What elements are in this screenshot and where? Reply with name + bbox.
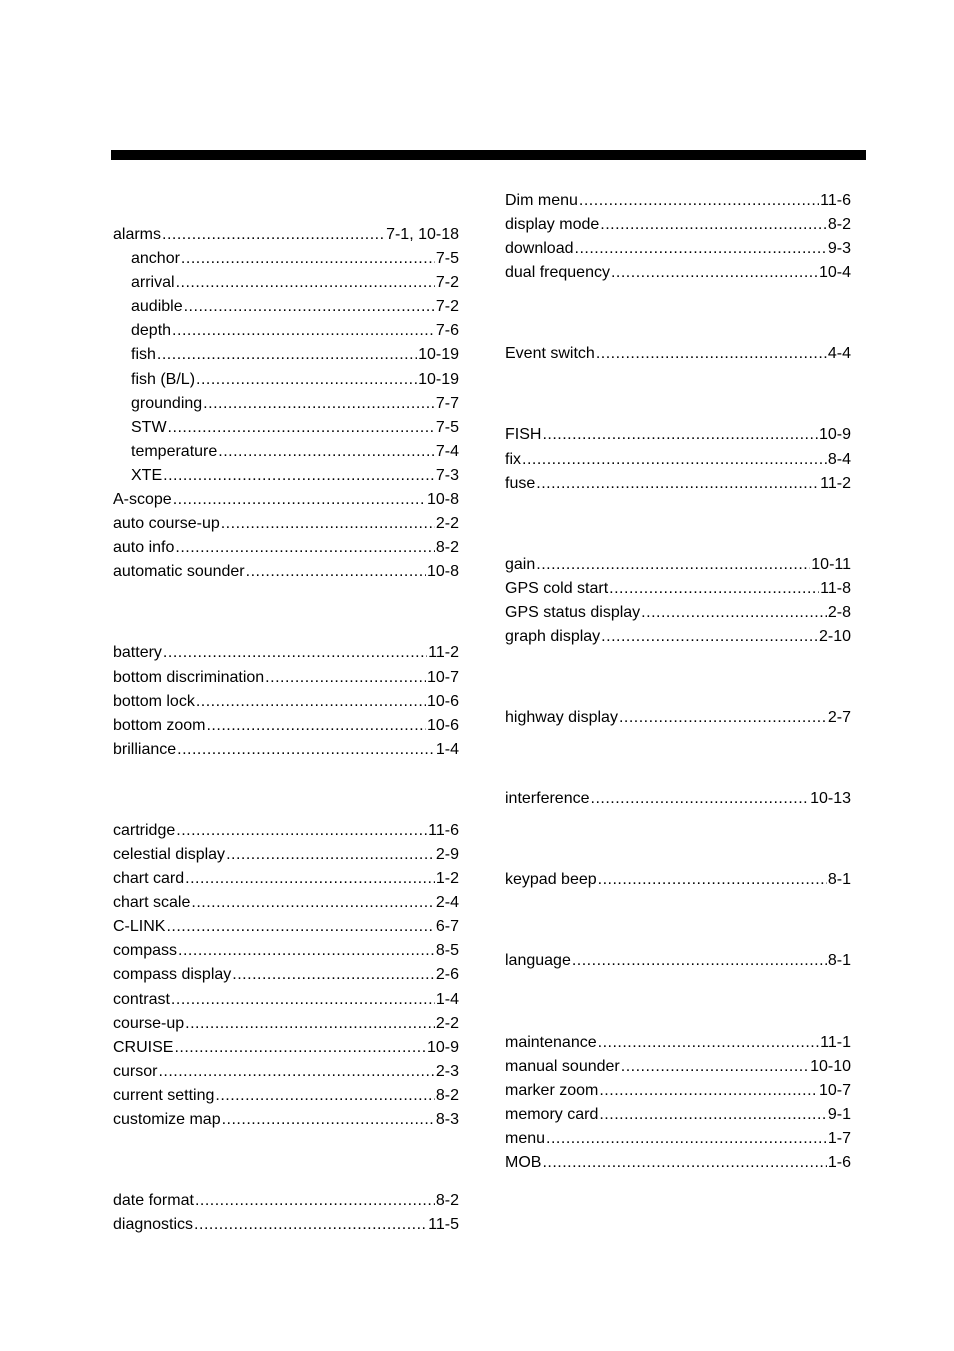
- index-page-ref: 2-3: [435, 1062, 459, 1080]
- index-term: interference: [505, 790, 590, 808]
- index-page-ref: 8-2: [827, 216, 851, 234]
- index-page-ref: 4-4: [827, 345, 851, 363]
- index-page-ref: 10-10: [810, 1057, 851, 1075]
- index-page-ref: 2-2: [435, 515, 459, 533]
- index-entry: [113, 490, 459, 514]
- index-entry: [505, 789, 851, 813]
- dot-leader: [598, 1033, 820, 1053]
- index-group: [505, 951, 851, 975]
- index-entry: [113, 893, 459, 917]
- index-term: gain: [505, 555, 536, 573]
- index-entry: [505, 1033, 851, 1057]
- index-entry: [113, 869, 459, 893]
- index-entry: [113, 643, 459, 667]
- dot-leader: [191, 893, 435, 913]
- index-term: GPS status display: [505, 603, 641, 621]
- index-page-ref: 2-10: [818, 628, 851, 646]
- index-term: fish (B/L): [131, 370, 196, 388]
- dot-leader: [226, 845, 435, 865]
- index-page-ref: 2-2: [435, 1014, 459, 1032]
- index-entry: [505, 474, 851, 498]
- dot-leader: [163, 643, 427, 663]
- index-subentry: [113, 370, 459, 394]
- dot-leader: [195, 1191, 435, 1211]
- dot-leader: [196, 692, 426, 712]
- dot-leader: [591, 789, 810, 809]
- dot-leader: [196, 370, 417, 390]
- index-page-ref: 10-8: [426, 563, 459, 581]
- index-term: battery: [113, 644, 162, 662]
- index-term: contrast: [113, 990, 170, 1008]
- index-entry: [505, 870, 851, 894]
- index-term: bottom lock: [113, 692, 195, 710]
- index-entry: [505, 579, 851, 603]
- index-term: language: [505, 952, 571, 970]
- index-page-ref: 11-6: [820, 192, 851, 209]
- index-term: alarms: [113, 226, 162, 243]
- dot-leader: [163, 466, 435, 486]
- index-group: [505, 191, 851, 287]
- index-term: arrival: [131, 274, 175, 292]
- index-term: fish: [131, 346, 156, 364]
- dot-leader: [158, 1062, 434, 1082]
- dot-leader: [265, 668, 426, 688]
- dot-leader: [177, 740, 435, 760]
- index-column-left: [113, 225, 459, 1239]
- index-entry: [505, 450, 851, 474]
- index-page-ref: 10-7: [818, 1081, 851, 1099]
- index-term: temperature: [131, 442, 218, 460]
- dot-leader: [157, 345, 417, 365]
- index-page-ref: 8-5: [435, 942, 459, 960]
- dot-leader: [174, 1038, 426, 1058]
- index-term: chart scale: [113, 894, 191, 912]
- dot-leader: [215, 1086, 434, 1106]
- index-entry: [113, 1191, 459, 1215]
- dot-leader: [206, 716, 425, 736]
- index-page-ref: 7-2: [435, 274, 459, 292]
- index-term: download: [505, 240, 574, 258]
- index-entry: [505, 344, 851, 368]
- index-term: date format: [113, 1192, 194, 1210]
- index-page-ref: 1-4: [435, 740, 459, 758]
- index-term: grounding: [131, 394, 203, 412]
- index-group: [113, 1191, 459, 1239]
- index-page-ref: 11-2: [820, 474, 851, 492]
- dot-leader: [546, 1129, 827, 1149]
- index-subentry: [113, 321, 459, 345]
- index-entry: [113, 740, 459, 764]
- index-page-ref: 7-5: [435, 418, 459, 436]
- index-entry: [113, 692, 459, 716]
- index-term: customize map: [113, 1111, 221, 1128]
- dot-leader: [185, 869, 435, 889]
- dot-leader: [221, 514, 435, 534]
- dot-leader: [536, 555, 810, 575]
- index-term: FISH: [505, 426, 542, 444]
- index-page-ref: 2-8: [827, 603, 851, 621]
- index-page-ref: 10-13: [810, 790, 851, 808]
- index-page-ref: 10-6: [426, 716, 459, 734]
- index-page-ref: 10-9: [818, 426, 851, 444]
- index-term: compass: [113, 942, 178, 960]
- index-term: diagnostics: [113, 1216, 194, 1234]
- index-term: automatic sounder: [113, 563, 245, 581]
- index-group: [505, 344, 851, 368]
- index-term: XTE: [131, 466, 163, 484]
- index-page-ref: 10-7: [426, 668, 459, 686]
- index-term: course-up: [113, 1014, 185, 1032]
- index-page-ref: 7-2: [435, 298, 459, 316]
- index-term: chart card: [113, 870, 185, 888]
- dot-leader: [572, 951, 827, 971]
- index-term: fuse: [505, 474, 536, 492]
- dot-leader: [222, 1110, 435, 1130]
- index-term: MOB: [505, 1153, 542, 1171]
- index-entry: [505, 1153, 851, 1177]
- index-page-ref: 11-6: [428, 821, 459, 839]
- dot-leader: [596, 344, 827, 364]
- index-page-ref: 7-7: [435, 394, 459, 412]
- index-page-ref: 11-2: [428, 644, 459, 662]
- dot-leader: [579, 191, 819, 211]
- index-term: anchor: [131, 250, 180, 268]
- index-term: CRUISE: [113, 1038, 174, 1056]
- dot-leader: [542, 425, 818, 445]
- index-term: A-scope: [113, 491, 172, 509]
- index-term: menu: [505, 1129, 546, 1147]
- index-page-ref: 8-1: [827, 952, 851, 970]
- index-page-ref: 6-7: [435, 918, 459, 936]
- index-entry: [505, 425, 851, 449]
- index-page-ref: 10-4: [818, 264, 851, 282]
- index-entry: [113, 1110, 459, 1134]
- index-page-ref: 10-6: [426, 692, 459, 710]
- index-entry: [113, 1086, 459, 1110]
- index-term: fix: [505, 450, 521, 468]
- dot-leader: [176, 273, 435, 293]
- dot-leader: [166, 917, 434, 937]
- index-entry: [113, 1038, 459, 1062]
- index-entry: [505, 1057, 851, 1081]
- dot-leader: [178, 941, 435, 961]
- index-page-ref: 10-8: [426, 491, 459, 509]
- dot-leader: [542, 1153, 826, 1173]
- index-entry: [113, 821, 459, 845]
- index-entry: [113, 1215, 459, 1239]
- dot-leader: [609, 579, 819, 599]
- index-page-ref: 8-2: [435, 1192, 459, 1210]
- index-term: display mode: [505, 216, 600, 234]
- index-term: cursor: [113, 1062, 158, 1080]
- dot-leader: [599, 1105, 827, 1125]
- index-term: bottom discrimination: [113, 668, 265, 686]
- dot-leader: [173, 490, 426, 510]
- index-group: [505, 555, 851, 651]
- index-term: auto course-up: [113, 515, 220, 533]
- dot-leader: [185, 1014, 435, 1034]
- dot-leader: [601, 627, 818, 647]
- index-page-ref: 10-19: [418, 370, 459, 388]
- index-group: [113, 225, 459, 586]
- index-term: keypad beep: [505, 871, 597, 889]
- index-term: bottom zoom: [113, 716, 206, 734]
- dot-leader: [168, 418, 435, 438]
- index-group: [113, 643, 459, 763]
- index-entry: [113, 990, 459, 1014]
- dot-leader: [184, 297, 435, 317]
- index-entry: [113, 668, 459, 692]
- dot-leader: [203, 394, 435, 414]
- index-page-ref: 7-5: [435, 250, 459, 268]
- index-entry: [505, 708, 851, 732]
- index-page-ref: 2-7: [827, 709, 851, 727]
- index-page-ref: 8-2: [435, 1086, 459, 1104]
- index-page-ref: 11-1: [820, 1033, 851, 1051]
- index-subentry: [113, 442, 459, 466]
- index-group: [505, 1033, 851, 1178]
- index-entry: [113, 1062, 459, 1086]
- index-term: GPS cold start: [505, 579, 609, 597]
- index-subentry: [113, 273, 459, 297]
- index-page-ref: 11-5: [428, 1216, 459, 1234]
- index-group: [505, 425, 851, 497]
- index-page-ref: 9-1: [827, 1105, 851, 1123]
- index-subentry: [113, 297, 459, 321]
- index-term: current setting: [113, 1086, 215, 1104]
- index-term: audible: [131, 298, 183, 316]
- index-entry: [505, 1129, 851, 1153]
- index-entry: [113, 917, 459, 941]
- index-entry: [113, 562, 459, 586]
- index-entry: [113, 941, 459, 965]
- index-subentry: [113, 418, 459, 442]
- index-entry: [505, 1105, 851, 1129]
- dot-leader: [522, 450, 827, 470]
- index-page-ref: 1-2: [435, 870, 459, 888]
- index-term: celestial display: [113, 845, 226, 863]
- dot-leader: [575, 239, 827, 259]
- index-page-ref: 1-6: [827, 1153, 851, 1171]
- index-entry: [505, 1081, 851, 1105]
- index-entry: [505, 239, 851, 263]
- index-subentry: [113, 394, 459, 418]
- index-page-ref: 7-6: [435, 322, 459, 340]
- index-group: [505, 870, 851, 894]
- index-term: cartridge: [113, 821, 176, 839]
- index-subentry: [113, 249, 459, 273]
- index-term: Dim menu: [505, 192, 578, 209]
- index-subentry: [113, 345, 459, 369]
- index-page-ref: 7-4: [435, 442, 459, 460]
- dot-leader: [175, 538, 434, 558]
- index-entry: [113, 965, 459, 989]
- index-page-ref: 8-1: [827, 871, 851, 889]
- index-entry: [505, 555, 851, 579]
- index-entry: [113, 716, 459, 740]
- index-entry: [113, 1014, 459, 1038]
- index-term: graph display: [505, 628, 601, 646]
- index-page-ref: 1-7: [827, 1129, 851, 1147]
- index-page-ref: 8-4: [827, 450, 851, 468]
- index-page-ref: 1-4: [435, 990, 459, 1008]
- index-term: Event switch: [505, 345, 595, 363]
- dot-leader: [176, 821, 427, 841]
- index-entry: [113, 514, 459, 538]
- dot-leader: [246, 562, 426, 582]
- index-term: compass display: [113, 966, 232, 984]
- dot-leader: [172, 321, 435, 341]
- index-entry: [113, 845, 459, 869]
- index-page-ref: 10-11: [811, 555, 851, 573]
- index-page-ref: 10-19: [418, 346, 459, 364]
- index-group: [505, 708, 851, 732]
- index-subentry: [113, 466, 459, 490]
- index-page-ref: 9-3: [827, 240, 851, 258]
- index-entry: [505, 191, 851, 215]
- index-term: maintenance: [505, 1033, 597, 1051]
- dot-leader: [171, 990, 435, 1010]
- index-term: depth: [131, 322, 172, 340]
- index-term: brilliance: [113, 740, 177, 758]
- index-page-ref: 2-4: [435, 894, 459, 912]
- dot-leader: [611, 263, 818, 283]
- index-entry: [505, 951, 851, 975]
- index-term: memory card: [505, 1105, 599, 1123]
- index-page-ref: 2-6: [435, 966, 459, 984]
- dot-leader: [232, 965, 435, 985]
- index-term: highway display: [505, 709, 618, 727]
- index-term: manual sounder: [505, 1057, 620, 1075]
- dot-leader: [218, 442, 435, 462]
- index-group: [113, 821, 459, 1134]
- dot-leader: [536, 474, 819, 494]
- dot-leader: [598, 870, 827, 890]
- index-page-ref: 8-3: [435, 1111, 459, 1128]
- dot-leader: [599, 1081, 818, 1101]
- dot-leader: [600, 215, 827, 235]
- index-page-ref: 8-2: [435, 539, 459, 557]
- index-term: STW: [131, 418, 167, 436]
- index-page-ref: 11-8: [820, 579, 851, 597]
- index-term: auto info: [113, 539, 175, 557]
- index-term: C-LINK: [113, 918, 166, 936]
- index-entry: [505, 603, 851, 627]
- index-page-ref: 7-1, 10-18: [386, 226, 459, 243]
- index-column-right: [505, 191, 851, 1177]
- index-page-ref: 2-9: [435, 845, 459, 863]
- dot-leader: [181, 249, 435, 269]
- dot-leader: [619, 708, 827, 728]
- index-page-ref: 7-3: [435, 466, 459, 484]
- dot-leader: [194, 1215, 427, 1235]
- index-entry: [505, 627, 851, 651]
- index-group: [505, 789, 851, 813]
- index-entry: [505, 215, 851, 239]
- index-term: dual frequency: [505, 264, 610, 282]
- dot-leader: [162, 225, 385, 245]
- dot-leader: [621, 1057, 809, 1077]
- index-page-ref: 10-9: [426, 1038, 459, 1056]
- index-entry: [113, 225, 459, 249]
- index-term: marker zoom: [505, 1081, 599, 1099]
- index-entry: [113, 538, 459, 562]
- index-entry: [505, 263, 851, 287]
- header-rule: [111, 150, 866, 160]
- dot-leader: [641, 603, 827, 623]
